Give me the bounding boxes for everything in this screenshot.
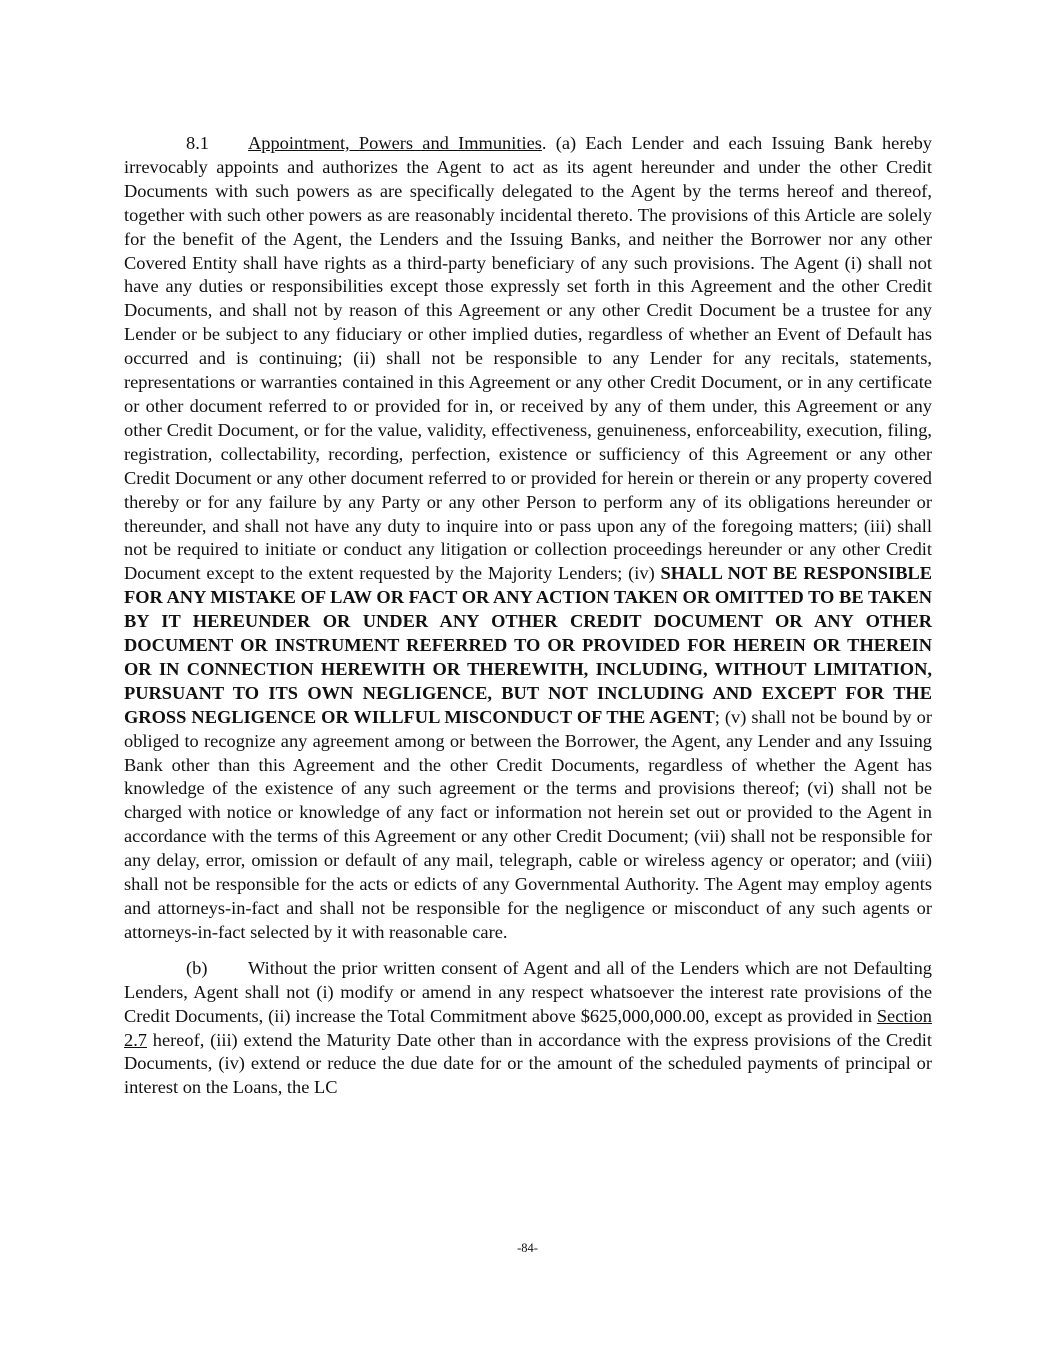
paragraph-a-text: (a) Each Lender and each Issuing Bank hereby irrevocably appoints and authorizes the Agent to act as its agent hereunder and under the other Credit Documents with such powers as are specifically delegated to the Agent by the terms hereof and thereof, together with such other powers as are reasonably incidental thereto. The provisions of this Article are solely for the benefit of the Agent, the Lenders and the Issuing Banks, and neither the Borrower nor any other Covered Entity shall have rights as a third-party beneficiary of any such provisions. The Agent (i) shall not have any duties or responsibilities except those expressly set forth in this Agreement and the other Credit Documents, and shall not by reason of this Agreement or any other Credit Document be a trustee for any Lender or be subject to any fiduciary or other implied duties, regardless of whether an Event of Default has occurred and is continuing; (ii) shall not be responsible to any Lender for any recitals, statements, representations or warranties contained in this Agreement or any other Credit Document, or in any certificate or other document referred to or provided for in, or received by any of them under, this Agreement or any other Credit Document, or for the value, validity, effectiveness, genuineness, enforceability, execution, filing, registration, collectability, recording, perfection, existence or sufficiency of this Agreement or any other Credit Document or any other document referred to or provided for herein or therein or any property covered thereby or for any failure by any Party or any other Person to perform any of its obligations hereunder or thereunder, and shall not have any duty to inquire into or pass upon any of the foregoing matters; (iii) shall not be required to initiate or conduct any litigation or collection proceedings hereunder or any other Credit Document except to the extent requested by the Majority Lenders; (iv) <box>124 133 932 584</box>
paragraph-b-text-continued: hereof, (iii) extend the Maturity Date other than in accordance with the express provisions of the Credit Documents, (iv) extend or reduce the due date for or the amount of the scheduled payments of principal or interest on the Loans, the LC <box>124 1029 932 1098</box>
paragraph-a-text-continued: ; (v) shall not be bound by or obliged to recognize any agreement among or between the Borrower, the Agent, any Lender and any Issuing Bank other than this Agreement and the other Credit Documents, regardless of whether the Agent has knowledge of the existence of any such agreement or the terms and provisions thereof; (vi) shall not be charged with notice or knowledge of any fact or information not herein set out or provided to the Agent in accordance with the terms of this Agreement or any other Credit Document; (vii) shall not be responsible for any delay, error, omission or default of any mail, telegraph, cable or wireless agency or operator; and (viii) shall not be responsible for the acts or edicts of any Governmental Authority. The Agent may employ agents and attorneys-in-fact and shall not be responsible for the negligence or misconduct of any such agents or attorneys-in-fact selected by it with reasonable care. <box>124 706 933 942</box>
paragraph-8-1-a <box>124 132 932 945</box>
paragraph-a-bold-disclaimer: SHALL NOT BE RESPONSIBLE FOR ANY MISTAKE OF LAW OR FACT OR ANY ACTION TAKEN OR OMITTED TO BE TAKEN BY IT HEREUNDER OR UNDER ANY OTHER CREDIT DOCUMENT OR ANY OTHER DOCUMENT OR INSTRUMENT REFERRED TO OR PROVIDED FOR HEREIN OR THEREIN OR IN CONNECTION HEREWITH OR THEREWITH, INCLUDING, WITHOUT LIMITATION, PURSUANT TO ITS OWN NEGLIGENCE, BUT NOT INCLUDING AND EXCEPT FOR THE GROSS NEGLIGENCE OR WILLFUL MISCONDUCT OF THE AGENT <box>124 563 932 727</box>
page-number: -84- <box>517 1241 538 1255</box>
document-body <box>124 132 932 1100</box>
section-heading: Appointment, Powers and Immunities <box>248 133 542 153</box>
paragraph-8-1-b <box>124 957 932 1100</box>
section-number: 8.1 <box>186 133 209 153</box>
paragraph-b-text: Without the prior written consent of Agent and all of the Lenders which are not Defaulting Lenders, Agent shall not (i) modify or amend in any respect whatsoever the interest rate provisions of the Credit Documents, (ii) increase the Total Commitment above $625,000,000.00, except as provided in <box>124 957 932 1026</box>
section-reference-link: Section 2.7 <box>124 1005 932 1050</box>
section-heading-period: . <box>541 133 547 153</box>
paragraph-b-label: (b) <box>186 957 208 978</box>
